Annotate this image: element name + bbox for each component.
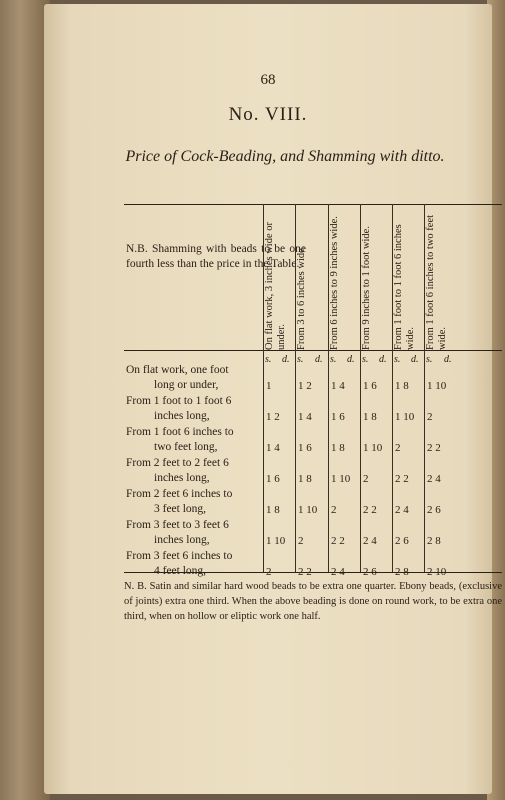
price-cell: 2 [331, 504, 337, 516]
price-cell: 2 6 [363, 566, 377, 578]
row-label-line2: 3 feet long, [154, 503, 207, 515]
price-cell: 2 [363, 473, 369, 485]
unit-s: s. [426, 354, 433, 365]
price-cell: 2 2 [363, 504, 377, 516]
price-cell: 2 10 [427, 566, 447, 578]
price-cell: 1 8 [395, 380, 409, 392]
price-cell: 1 2 [266, 411, 280, 423]
price-cell: 2 [427, 411, 433, 423]
page-title: No. VIII. [228, 104, 308, 125]
row-label-line2: inches long, [154, 472, 210, 484]
unit-d: d. [444, 354, 452, 365]
price-cell: 2 4 [363, 535, 377, 547]
row-label-line2: two feet long, [154, 441, 218, 453]
unit-d: d. [411, 354, 419, 365]
column-header-2: From 3 to 6 inches wide. [296, 245, 307, 350]
price-cell: 1 2 [298, 380, 312, 392]
price-cell: 1 6 [331, 411, 345, 423]
price-cell: 1 8 [331, 442, 345, 454]
unit-s: s. [362, 354, 369, 365]
table-note: N.B. Shamming with beads to be one fourth less than the price in the Table. [126, 243, 306, 270]
price-cell: 2 4 [427, 473, 441, 485]
price-cell: 1 4 [298, 411, 312, 423]
price-cell: 2 4 [395, 504, 409, 516]
column-divider [392, 204, 393, 572]
unit-s: s. [297, 354, 304, 365]
price-cell: 1 10 [266, 535, 286, 547]
column-header-4: From 9 inches to 1 foot wide. [361, 226, 372, 350]
price-cell: 1 8 [298, 473, 312, 485]
price-cell: 2 2 [427, 442, 441, 454]
column-divider [328, 204, 329, 572]
row-label-line1: On flat work, one foot [126, 364, 229, 376]
row-label-line1: From 1 foot 6 inches to [126, 426, 234, 438]
price-cell: 2 6 [395, 535, 409, 547]
row-label-line1: From 2 feet to 2 feet 6 [126, 457, 229, 469]
price-cell: 2 6 [427, 504, 441, 516]
price-cell: 1 10 [331, 473, 351, 485]
unit-d: d. [379, 354, 387, 365]
price-cell: 2 [298, 535, 304, 547]
price-cell: 1 4 [266, 442, 280, 454]
unit-s: s. [265, 354, 272, 365]
row-label-line1: From 3 feet to 3 feet 6 [126, 519, 229, 531]
price-cell: 1 6 [298, 442, 312, 454]
price-cell: 2 [266, 566, 272, 578]
column-divider [424, 204, 425, 572]
unit-d: d. [282, 354, 290, 365]
price-cell: 1 10 [298, 504, 318, 516]
price-cell: 2 [395, 442, 401, 454]
table-header-rule [124, 350, 502, 351]
row-label-line1: From 3 feet 6 inches to [126, 550, 233, 562]
price-cell: 2 2 [298, 566, 312, 578]
price-cell: 2 2 [331, 535, 345, 547]
column-header-6: From 1 foot 6 inches to two feet wide. [425, 214, 448, 350]
row-label-line2: inches long, [154, 410, 210, 422]
column-header-5: From 1 foot to 1 foot 6 inches wide. [393, 224, 416, 350]
price-cell: 2 8 [427, 535, 441, 547]
price-cell: 2 4 [331, 566, 345, 578]
price-cell: 2 8 [395, 566, 409, 578]
column-divider [263, 204, 264, 572]
column-header-1: On flat work, 3 inches wide or under. [264, 221, 287, 350]
column-divider [295, 204, 296, 572]
row-label-line2: long or under, [154, 379, 219, 391]
price-cell: 2 2 [395, 473, 409, 485]
price-cell: 1 6 [266, 473, 280, 485]
price-cell: 1 10 [427, 380, 447, 392]
unit-d: d. [315, 354, 323, 365]
book-cover-left [0, 0, 50, 800]
unit-s: s. [330, 354, 337, 365]
price-cell: 1 10 [363, 442, 383, 454]
column-header-3: From 6 inches to 9 inches wide. [329, 216, 340, 350]
row-label-line1: From 2 feet 6 inches to [126, 488, 233, 500]
price-cell: 1 10 [395, 411, 415, 423]
price-cell: 1 8 [363, 411, 377, 423]
unit-d: d. [347, 354, 355, 365]
footnote: N. B. Satin and similar hard wood beads to be extra one quarter. Ebony beads, (exclusive of joints) extra one third. When the above beading is done on round work, to be extra one third, when on hollow or eliptic work one half. [124, 581, 502, 622]
column-divider [360, 204, 361, 572]
row-label-line2: inches long, [154, 534, 210, 546]
row-label-line1: From 1 foot to 1 foot 6 [126, 395, 232, 407]
page-number: 68 [260, 72, 276, 88]
unit-s: s. [394, 354, 401, 365]
row-label-line2: 4 feet long, [154, 565, 207, 577]
page-subtitle: Price of Cock-Beading, and Shamming with ditto. [125, 148, 445, 165]
price-cell: 1 8 [266, 504, 280, 516]
price-cell: 1 [266, 380, 272, 392]
book-page [44, 4, 502, 794]
price-cell: 1 4 [331, 380, 345, 392]
price-cell: 1 6 [363, 380, 377, 392]
